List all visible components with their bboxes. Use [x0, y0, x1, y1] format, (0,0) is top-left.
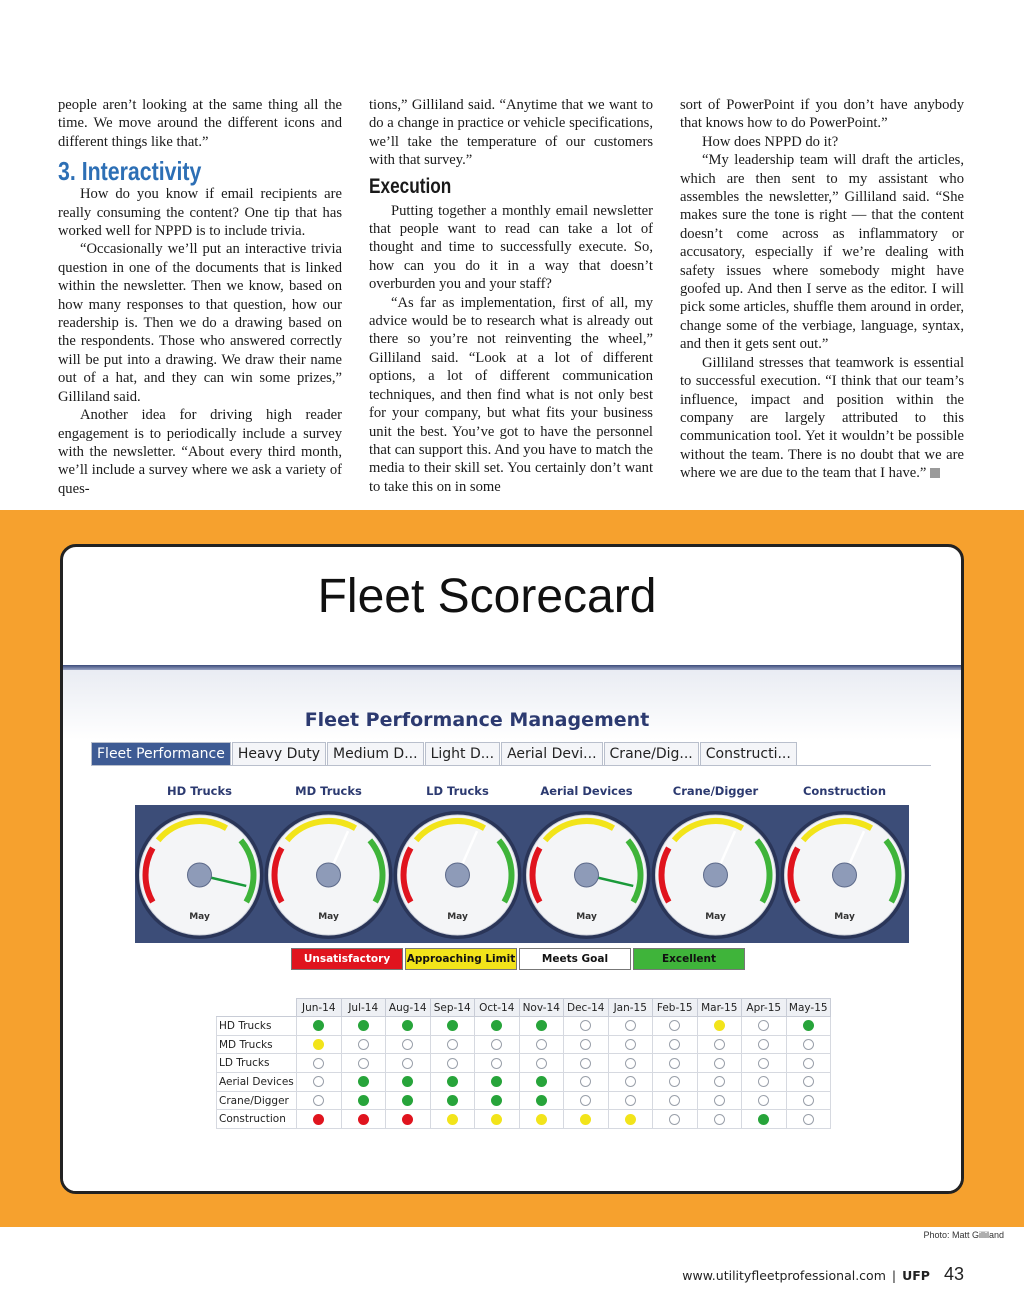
status-dot-icon [758, 1076, 769, 1087]
page-number: 43 [943, 1264, 964, 1284]
status-dot-icon [491, 1058, 502, 1069]
tab-aerial-devices[interactable]: Aerial Devi... [501, 742, 602, 765]
gauge-label: Aerial Devices [540, 784, 633, 798]
status-dot-icon [803, 1039, 814, 1050]
status-cell [742, 1017, 787, 1036]
status-cell [697, 1091, 742, 1110]
status-cell [430, 1091, 475, 1110]
status-dot-icon [402, 1114, 413, 1125]
status-cell [564, 1091, 609, 1110]
tab-medium-duty[interactable]: Medium D... [327, 742, 424, 765]
status-dot-icon [669, 1039, 680, 1050]
status-cell [519, 1035, 564, 1054]
status-cell [341, 1035, 386, 1054]
status-cell [519, 1073, 564, 1092]
footer-separator: | [891, 1268, 897, 1283]
table-row [217, 1035, 831, 1054]
status-dot-icon [669, 1095, 680, 1106]
status-cell [786, 1035, 831, 1054]
month-header: Nov-14 [519, 999, 564, 1017]
status-dot-icon [803, 1114, 814, 1125]
status-dot-icon [625, 1039, 636, 1050]
end-mark-icon [930, 468, 940, 478]
month-header: Aug-14 [386, 999, 431, 1017]
month-header: May-15 [786, 999, 831, 1017]
status-cell [742, 1073, 787, 1092]
month-header: Oct-14 [475, 999, 520, 1017]
status-dot-icon [536, 1058, 547, 1069]
section-heading: Execution [369, 174, 452, 198]
status-dot-icon [758, 1114, 769, 1125]
status-dot-icon [447, 1076, 458, 1087]
status-cell [297, 1054, 342, 1073]
status-cell [608, 1035, 653, 1054]
tab-fleet-performance[interactable]: Fleet Performance [91, 742, 231, 765]
status-dot-icon [402, 1058, 413, 1069]
gauge-hub [317, 863, 341, 887]
legend-item: Unsatisfactory [291, 948, 403, 970]
status-cell [475, 1017, 520, 1036]
month-header: Mar-15 [697, 999, 742, 1017]
status-cell [386, 1091, 431, 1110]
status-cell [386, 1073, 431, 1092]
status-cell [386, 1017, 431, 1036]
status-cell [786, 1054, 831, 1073]
status-cell [475, 1110, 520, 1129]
status-cell [475, 1035, 520, 1054]
month-header: Jun-14 [297, 999, 342, 1017]
gauge-label: Construction [802, 784, 887, 798]
status-dot-icon [803, 1076, 814, 1087]
status-cell [519, 1091, 564, 1110]
legend-item: Approaching Limit [405, 948, 517, 970]
legend-item: Meets Goal [519, 948, 631, 970]
status-dot-icon [669, 1076, 680, 1087]
scorecard-screenshot [60, 544, 964, 1194]
tab-crane-digger[interactable]: Crane/Dig... [604, 742, 699, 765]
status-cell [564, 1054, 609, 1073]
status-cell [653, 1054, 698, 1073]
status-dot-icon [580, 1058, 591, 1069]
row-label: Aerial Devices [217, 1073, 297, 1092]
status-cell [697, 1035, 742, 1054]
status-cell [564, 1073, 609, 1092]
status-dot-icon [714, 1020, 725, 1031]
status-cell [786, 1017, 831, 1036]
section-heading: 3. Interactivity [58, 156, 202, 187]
table-row [217, 1017, 831, 1036]
status-cell [297, 1017, 342, 1036]
status-dot-icon [536, 1020, 547, 1031]
status-dot-icon [580, 1020, 591, 1031]
gauge-month: May [189, 912, 210, 922]
status-dot-icon [358, 1095, 369, 1106]
paragraph: How do you know if email recipients are really consuming the content? One tip that has worked well for NPPD is to include trivia. [58, 186, 342, 240]
row-label: HD Trucks [217, 1017, 297, 1036]
tab-construction[interactable]: Constructi... [700, 742, 797, 765]
table-corner [217, 999, 297, 1017]
status-cell [786, 1073, 831, 1092]
status-cell [653, 1091, 698, 1110]
scorecard-tabs [91, 742, 931, 766]
status-dot-icon [313, 1020, 324, 1031]
paragraph: tions,” Gilliland said. “Anytime that we want to do a change in practice or vehicle specifications, we’ll take the temperature of our customers with that survey.” [369, 97, 653, 169]
status-dot-icon [313, 1039, 324, 1050]
status-cell [430, 1017, 475, 1036]
status-cell [297, 1091, 342, 1110]
status-dot-icon [625, 1095, 636, 1106]
paragraph: “My leadership team will draft the articles, which are then sent to my assistant who assembles the newsletter,” Gilliland said. “She makes sure the tone is right — that the content doesn’t come across as inflammatory or accusatory, especially if we’re dealing with safety issues where somebody might have goofed up. And then I serve as the editor. I will pick some articles, shuffle them around in order, change some of the verbiage, language, syntax, and then it gets sent out.” [680, 152, 964, 353]
status-cell [430, 1054, 475, 1073]
gauge-hub [833, 863, 857, 887]
status-cell [564, 1035, 609, 1054]
month-header: Jan-15 [608, 999, 653, 1017]
paragraph: “As far as implementation, first of all, my advice would be to research what is already out there so you’re not reinventing the wheel,” Gilliland said. “Look at a lot of different options, a lot of different communication techniques, and then find what is not only best for your company, but what fits your business unit the best. You’ve got to have the personnel that can support this. And you have to match the media to their skill set. You certainly don’t want to take this on in some [369, 294, 653, 495]
table-row [217, 1091, 831, 1110]
table-row [217, 1054, 831, 1073]
status-dot-icon [536, 1076, 547, 1087]
paragraph: Putting together a monthly email newsletter that people want to read can take a lot of thought and time to successfully execute. So, how can you do it in a way that doesn’t overburden you and your staff? [369, 202, 653, 293]
scorecard-subtitle: Fleet Performance Management [304, 709, 650, 731]
status-dot-icon [625, 1058, 636, 1069]
month-header: Jul-14 [341, 999, 386, 1017]
table-row [217, 1110, 831, 1129]
row-label: MD Trucks [217, 1035, 297, 1054]
status-dot-icon [447, 1114, 458, 1125]
paragraph: sort of PowerPoint if you don’t have anybody that knows how to do PowerPoint.” [680, 97, 964, 132]
footer-brand: UFP [902, 1268, 930, 1283]
status-dot-icon [580, 1076, 591, 1087]
status-dot-icon [669, 1058, 680, 1069]
status-cell [697, 1073, 742, 1092]
status-cell [653, 1110, 698, 1129]
gauge-label: LD Trucks [426, 784, 489, 798]
status-dot-icon [402, 1020, 413, 1031]
status-cell [786, 1110, 831, 1129]
paragraph: people aren’t looking at the same thing all the time. We move around the different icons and different things like that.” [58, 97, 342, 150]
status-dot-icon [714, 1076, 725, 1087]
gauge-label: Crane/Digger [672, 784, 759, 798]
status-dot-icon [758, 1095, 769, 1106]
status-cell [697, 1054, 742, 1073]
status-dot-icon [313, 1095, 324, 1106]
status-dot-icon [447, 1095, 458, 1106]
status-dot-icon [714, 1095, 725, 1106]
status-dot-icon [491, 1076, 502, 1087]
article-column-1 [58, 96, 342, 498]
status-dot-icon [580, 1095, 591, 1106]
gauge-hub [704, 863, 728, 887]
status-cell [742, 1054, 787, 1073]
status-cell [519, 1017, 564, 1036]
status-dot-icon [625, 1020, 636, 1031]
status-cell [297, 1073, 342, 1092]
gauge-month: May [576, 912, 597, 922]
status-cell [564, 1017, 609, 1036]
status-dot-icon [536, 1114, 547, 1125]
tab-heavy-duty[interactable]: Heavy Duty [232, 742, 326, 765]
footer-url: www.utilityfleetprofessional.com [682, 1268, 886, 1283]
table-row [217, 1073, 831, 1092]
status-cell [786, 1091, 831, 1110]
status-cell [341, 1054, 386, 1073]
status-cell [608, 1017, 653, 1036]
status-dot-icon [402, 1095, 413, 1106]
status-dot-icon [669, 1020, 680, 1031]
status-cell [653, 1017, 698, 1036]
status-dot-icon [491, 1114, 502, 1125]
status-cell [341, 1110, 386, 1129]
status-dot-icon [714, 1058, 725, 1069]
status-cell [341, 1073, 386, 1092]
row-label: Construction [217, 1110, 297, 1129]
status-cell [608, 1054, 653, 1073]
article-column-3 [680, 96, 964, 498]
status-dot-icon [491, 1039, 502, 1050]
gauge-month: May [318, 912, 339, 922]
status-cell [475, 1091, 520, 1110]
status-dot-icon [358, 1114, 369, 1125]
status-cell [430, 1035, 475, 1054]
gauge-hub [446, 863, 470, 887]
status-dot-icon [580, 1114, 591, 1125]
paragraph: How does NPPD do it? [702, 133, 839, 150]
monthly-status-table [216, 998, 831, 1129]
gauge-label: MD Trucks [295, 784, 362, 798]
status-cell [341, 1091, 386, 1110]
status-cell [697, 1017, 742, 1036]
status-cell [297, 1110, 342, 1129]
status-cell [653, 1035, 698, 1054]
status-dot-icon [313, 1114, 324, 1125]
status-cell [430, 1110, 475, 1129]
tab-light-duty[interactable]: Light D... [425, 742, 501, 765]
status-dot-icon [358, 1058, 369, 1069]
page-footer [682, 1264, 964, 1285]
gauge-hub [188, 863, 212, 887]
status-dot-icon [758, 1058, 769, 1069]
gauge-label: HD Trucks [167, 784, 232, 798]
row-label: Crane/Digger [217, 1091, 297, 1110]
month-header: Dec-14 [564, 999, 609, 1017]
status-dot-icon [758, 1039, 769, 1050]
status-cell [475, 1054, 520, 1073]
status-cell [475, 1073, 520, 1092]
status-cell [386, 1110, 431, 1129]
article-column-2 [369, 96, 653, 498]
status-legend [291, 948, 745, 970]
status-cell [653, 1073, 698, 1092]
status-cell [519, 1054, 564, 1073]
status-dot-icon [447, 1058, 458, 1069]
gauge-panel [135, 783, 915, 943]
legend-item: Excellent [633, 948, 745, 970]
status-cell [608, 1073, 653, 1092]
paragraph-text: Gilliland stresses that teamwork is essential to successful execution. “I think that our team’s influence, impact and position within the company are largely attributed to this communication tool. Yet it wouldn’t be possible without the team. There is no doubt that we are where we are due to the team that I have.” [680, 354, 964, 482]
scorecard-title: Fleet Scorecard [317, 570, 657, 623]
month-header: Sep-14 [430, 999, 475, 1017]
status-cell [297, 1035, 342, 1054]
status-dot-icon [803, 1058, 814, 1069]
status-cell [341, 1017, 386, 1036]
status-dot-icon [402, 1039, 413, 1050]
status-dot-icon [714, 1039, 725, 1050]
gauge-hub [575, 863, 599, 887]
status-dot-icon [491, 1095, 502, 1106]
status-cell [386, 1035, 431, 1054]
gauge-month: May [705, 912, 726, 922]
status-dot-icon [625, 1076, 636, 1087]
paragraph: Another idea for driving high reader engagement is to periodically include a survey with the newsletter. “About every third month, we’ll include a survey where we ask a variety of ques- [58, 407, 342, 497]
status-dot-icon [803, 1020, 814, 1031]
status-dot-icon [358, 1039, 369, 1050]
month-header: Apr-15 [742, 999, 787, 1017]
status-dot-icon [491, 1020, 502, 1031]
status-cell [519, 1110, 564, 1129]
status-dot-icon [536, 1095, 547, 1106]
gauge-month: May [447, 912, 468, 922]
article-columns [58, 96, 964, 498]
status-dot-icon [625, 1114, 636, 1125]
status-cell [742, 1091, 787, 1110]
status-dot-icon [803, 1095, 814, 1106]
row-label: LD Trucks [217, 1054, 297, 1073]
paragraph [680, 354, 964, 483]
status-dot-icon [580, 1039, 591, 1050]
status-dot-icon [669, 1114, 680, 1125]
status-cell [386, 1054, 431, 1073]
status-dot-icon [313, 1076, 324, 1087]
table-header-row [217, 999, 831, 1017]
status-cell [608, 1110, 653, 1129]
status-cell [608, 1091, 653, 1110]
status-cell [742, 1110, 787, 1129]
status-dot-icon [358, 1076, 369, 1087]
status-dot-icon [447, 1020, 458, 1031]
status-cell [697, 1110, 742, 1129]
photo-credit: Photo: Matt Gilliland [923, 1230, 1004, 1240]
status-dot-icon [402, 1076, 413, 1087]
status-cell [564, 1110, 609, 1129]
paragraph: “Occasionally we’ll put an interactive trivia question in one of the documents that is linked within the newsletter. Then we know, based on how many responses to that question, how our readership is. Then we do a drawing based on the respondents. Those who answered correctly will be put into a drawing. We draw their name out of a hat, and they can win some prizes,” Gilliland said. [58, 241, 342, 405]
status-dot-icon [447, 1039, 458, 1050]
status-dot-icon [313, 1058, 324, 1069]
status-dot-icon [536, 1039, 547, 1050]
status-dot-icon [758, 1020, 769, 1031]
status-cell [430, 1073, 475, 1092]
status-cell [742, 1035, 787, 1054]
gauge-month: May [834, 912, 855, 922]
month-header: Feb-15 [653, 999, 698, 1017]
status-dot-icon [714, 1114, 725, 1125]
status-dot-icon [358, 1020, 369, 1031]
